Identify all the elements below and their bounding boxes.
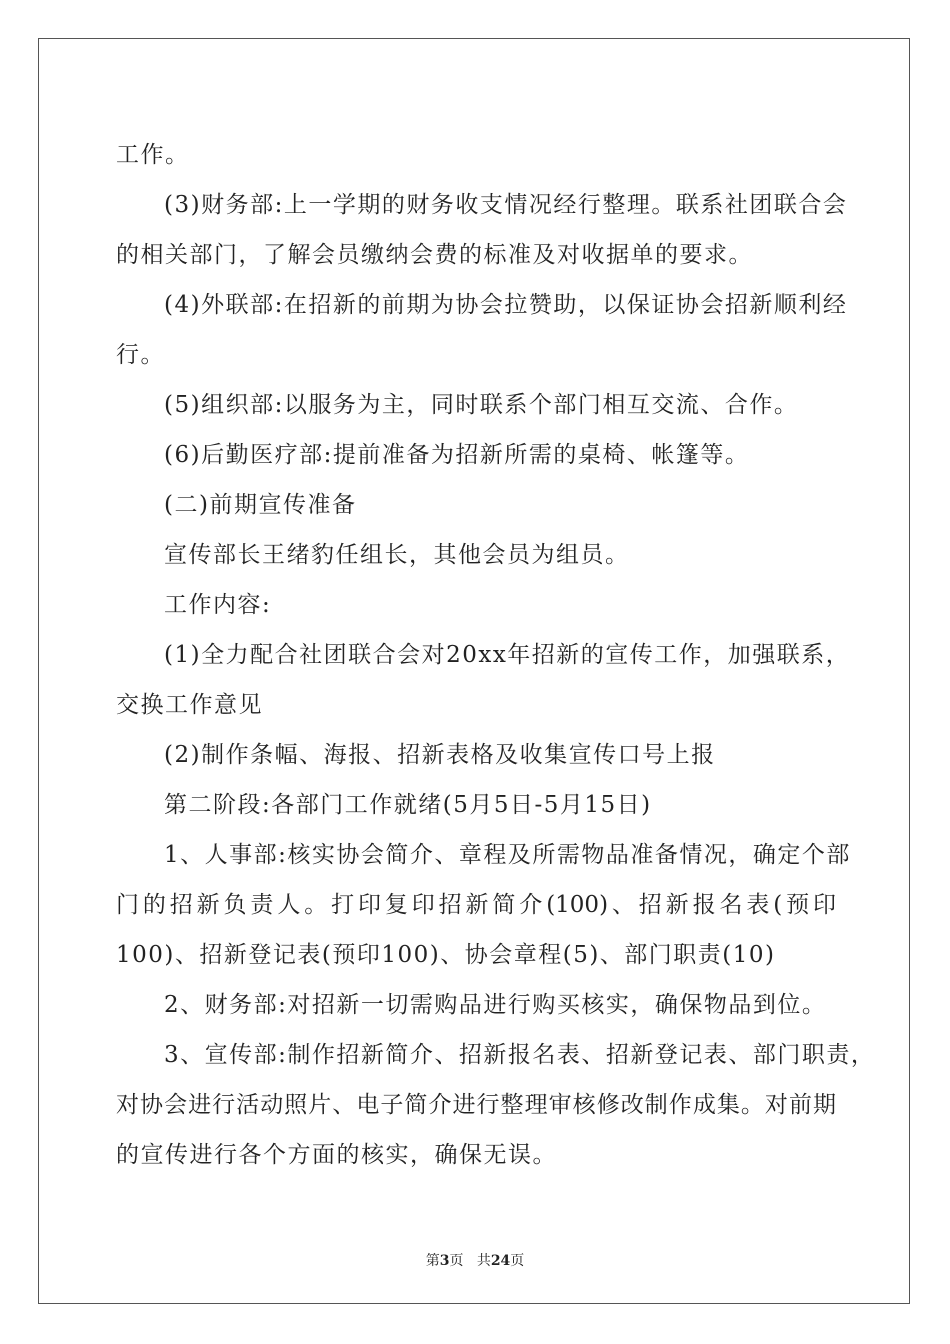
text-line: (4)外联部:在招新的前期为协会拉赞助，以保证协会招新顺利经 [164, 292, 848, 318]
text-line: 对协会进行活动照片、电子简介进行整理审核修改制作成集。对前期 [116, 1092, 836, 1118]
total-prefix: 共 [476, 1253, 491, 1269]
page-footer [0, 1250, 950, 1270]
page-suffix: 页 [449, 1253, 464, 1269]
section-heading: (二)前期宣传准备 [164, 492, 357, 518]
text-line: 工作内容: [164, 592, 272, 618]
page-prefix: 第 [425, 1253, 440, 1269]
text-line: 的宣传进行各个方面的核实，确保无误。 [116, 1142, 557, 1168]
total-suffix: 页 [510, 1253, 525, 1269]
text-line: (3)财务部:上一学期的财务收支情况经行整理。联系社团联合会 [164, 192, 848, 218]
text-line: 交换工作意见 [116, 692, 263, 718]
text-line: 1、人事部:核实协会简介、章程及所需物品准备情况，确定个部 [164, 842, 851, 868]
section-heading: 第二阶段:各部门工作就绪(5月5日-5月15日) [164, 792, 652, 818]
text-line: (1)全力配合社团联合会对20xx年招新的宣传工作，加强联系， [164, 642, 851, 668]
text-line: 3、宣传部:制作招新简介、招新报名表、招新登记表、部门职责， [164, 1042, 876, 1068]
text-line: (6)后勤医疗部:提前准备为招新所需的桌椅、帐篷等。 [164, 442, 750, 468]
text-line: 宣传部长王绪豹任组长，其他会员为组员。 [164, 542, 630, 568]
text-line: 100)、招新登记表(预印100)、协会章程(5)、部门职责(10) [116, 942, 776, 968]
page-number: 3 [439, 1253, 450, 1269]
text-line: 2、财务部:对招新一切需购品进行购买核实，确保物品到位。 [164, 992, 827, 1018]
text-line: 行。 [116, 342, 165, 368]
total-pages: 24 [490, 1253, 511, 1269]
text-line: 的相关部门，了解会员缴纳会费的标准及对收据单的要求。 [116, 242, 753, 268]
text-line: 门的招新负责人。打印复印招新简介(100)、招新报名表(预印 [116, 892, 836, 918]
text-line: 工作。 [116, 142, 190, 168]
text-line: (5)组织部:以服务为主，同时联系个部门相互交流、合作。 [164, 392, 799, 418]
text-line: (2)制作条幅、海报、招新表格及收集宣传口号上报 [164, 742, 716, 768]
